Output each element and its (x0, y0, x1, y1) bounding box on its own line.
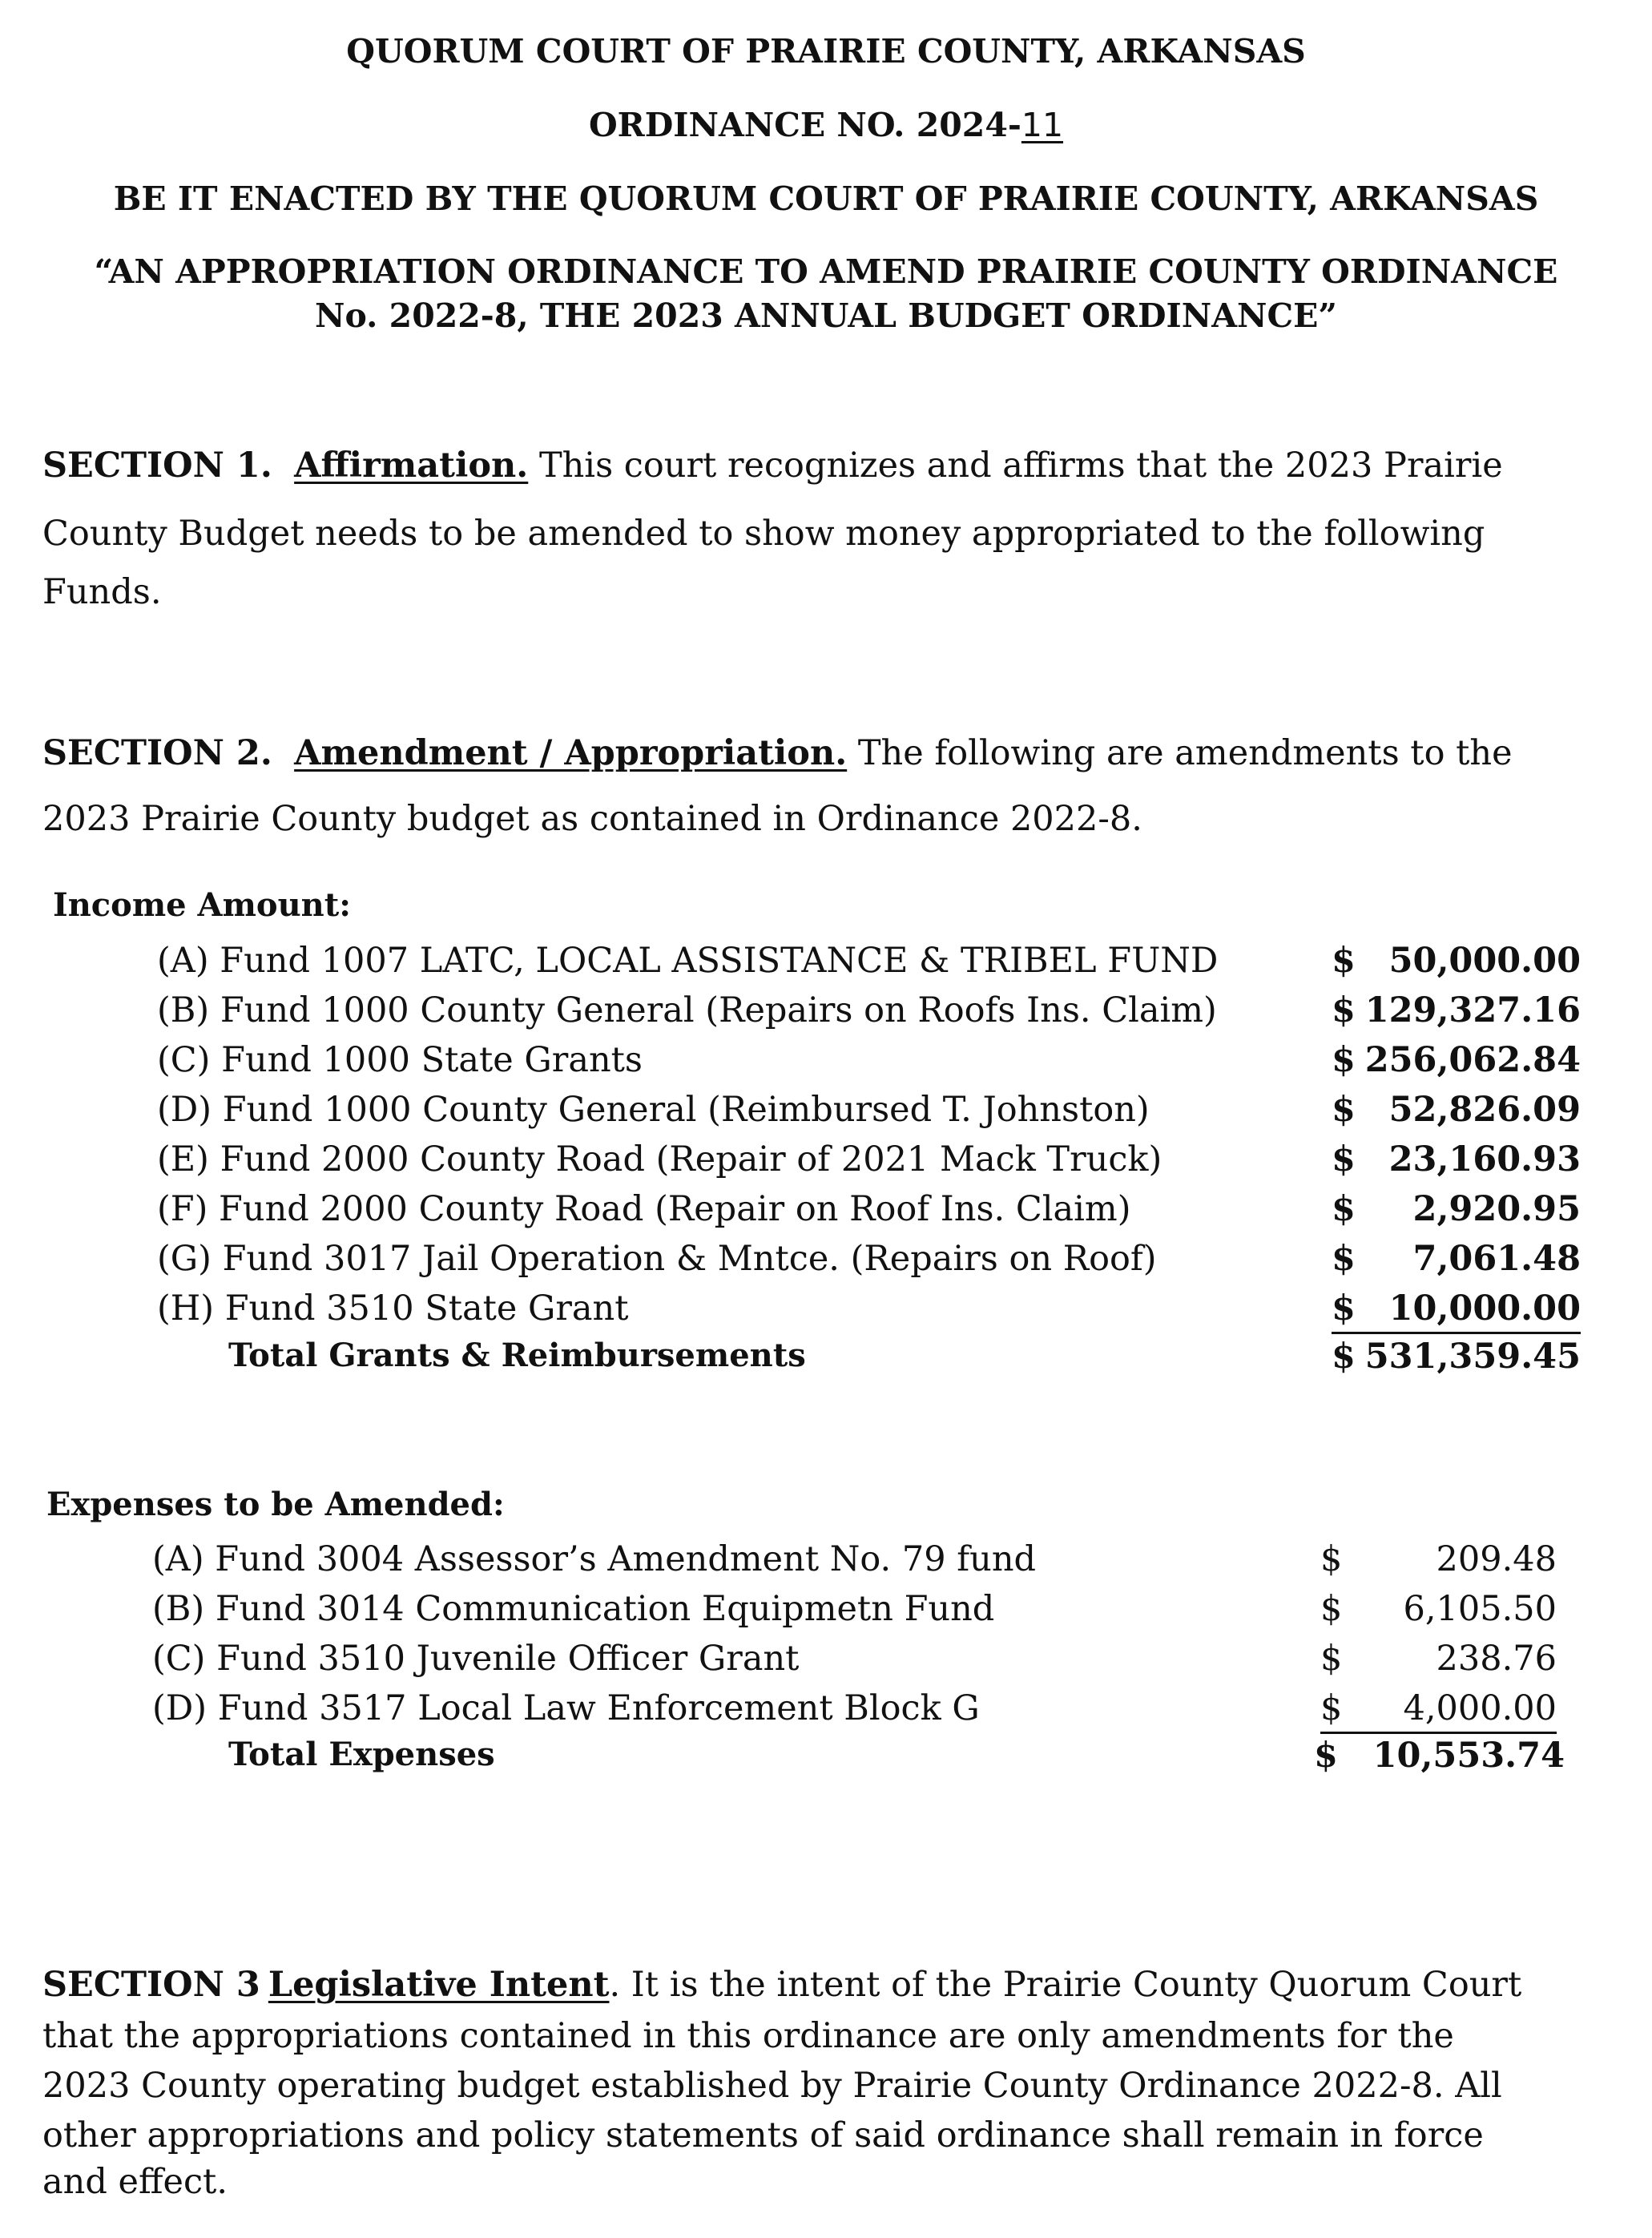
amount-value: 6,105.50 (1403, 1589, 1557, 1629)
currency-symbol: $ (1320, 1688, 1343, 1728)
amount-value: 23,160.93 (1388, 1139, 1581, 1179)
income-item-amount (1332, 990, 1581, 1030)
expenses-item-label: (D) Fund 3517 Local Law Enforcement Block G (152, 1688, 980, 1728)
section3-line-2: that the appropriations contained in this ordinance are only amendments for the (42, 2016, 1454, 2056)
currency-symbol: $ (1320, 1539, 1343, 1579)
currency-symbol: $ (1332, 990, 1356, 1030)
section3-heading: Legislative Intent (268, 1965, 610, 2005)
income-item-label: (G) Fund 3017 Jail Operation & Mntce. (Repairs on Roof) (157, 1239, 1157, 1279)
income-item-label: (E) Fund 2000 County Road (Repair of 2021 Mack Truck) (157, 1139, 1162, 1179)
income-item-amount (1332, 1139, 1581, 1179)
income-total-label: Total Grants & Reimbursements (228, 1337, 806, 1374)
currency-symbol: $ (1332, 1288, 1356, 1329)
currency-symbol: $ (1332, 1040, 1356, 1080)
currency-symbol: $ (1332, 1239, 1356, 1279)
amount-value: 129,327.16 (1364, 990, 1581, 1030)
income-item-amount (1332, 1040, 1581, 1080)
section2-line-2: 2023 Prairie County budget as contained in Ordinance 2022-8. (42, 799, 1142, 839)
section3-line-3: 2023 County operating budget established by Prairie County Ordinance 2022-8. All (42, 2066, 1502, 2106)
section2-heading: Amendment / Appropriation. (294, 733, 848, 773)
currency-symbol: $ (1320, 1589, 1343, 1629)
ordinance-title-line-2: No. 2022-8, THE 2023 ANNUAL BUDGET ORDINANCE” (315, 296, 1337, 335)
income-heading: Income Amount: (53, 886, 351, 924)
income-item-label: (B) Fund 1000 County General (Repairs on Roofs Ins. Claim) (157, 990, 1217, 1030)
section1-line-2: County Budget needs to be amended to show money appropriated to the following (42, 514, 1485, 554)
expenses-heading: Expenses to be Amended: (46, 1486, 505, 1523)
section3-line-4: other appropriations and policy statements of said ordinance shall remain in force (42, 2115, 1484, 2155)
section1-text: This court recognizes and affirms that the 2023 Prairie (538, 446, 1503, 486)
ordinance-handwritten-number: 11 (1021, 106, 1064, 144)
section1-line-3: Funds. (42, 572, 162, 612)
section1-line-1 (42, 446, 1503, 486)
expenses-item-label: (A) Fund 3004 Assessor’s Amendment No. 79 fund (152, 1539, 1037, 1579)
income-item-amount (1332, 1090, 1581, 1130)
amount-value: 256,062.84 (1364, 1040, 1581, 1080)
amount-value: 4,000.00 (1403, 1688, 1557, 1728)
section3-line-1 (42, 1965, 1522, 2005)
amount-value: 238.76 (1436, 1639, 1557, 1679)
income-item-amount (1332, 1239, 1581, 1279)
currency-symbol: $ (1332, 1090, 1356, 1130)
amount-value: 10,000.00 (1388, 1288, 1581, 1329)
income-total-amount: $ 531,359.45 (1332, 1337, 1581, 1377)
court-title: QUORUM COURT OF PRAIRIE COUNTY, ARKANSAS (346, 32, 1306, 71)
section1-heading: Affirmation. (294, 446, 529, 486)
currency-symbol: $ (1320, 1639, 1343, 1679)
amount-value: 50,000.00 (1388, 941, 1581, 981)
amount-value: 209.48 (1436, 1539, 1557, 1579)
currency-symbol: $ (1332, 1139, 1356, 1179)
section3-text: . It is the intent of the Prairie County Quorum Court (609, 1965, 1522, 2005)
income-item-label: (C) Fund 1000 State Grants (157, 1040, 643, 1080)
section3-line-5: and effect. (42, 2162, 228, 2202)
income-item-label: (F) Fund 2000 County Road (Repair on Roof Ins. Claim) (157, 1189, 1131, 1229)
currency-symbol: $ (1332, 941, 1356, 981)
enacting-clause: BE IT ENACTED BY THE QUORUM COURT OF PRAIRIE COUNTY, ARKANSAS (113, 179, 1539, 218)
section3-label: SECTION 3 (42, 1965, 260, 2005)
section2-label: SECTION 2. (42, 733, 272, 773)
amount-value: 52,826.09 (1388, 1090, 1581, 1130)
section2-text: The following are amendments to the (857, 733, 1513, 773)
income-item-amount (1332, 1288, 1581, 1334)
ordinance-title-line-1: “AN APPROPRIATION ORDINANCE TO AMEND PRAIRIE COUNTY ORDINANCE (94, 252, 1558, 291)
expenses-item-label: (B) Fund 3014 Communication Equipmetn Fund (152, 1589, 995, 1629)
amount-value: 2,920.95 (1412, 1189, 1581, 1229)
expenses-item-amount (1320, 1539, 1557, 1579)
amount-value: 7,061.48 (1412, 1239, 1581, 1279)
expenses-item-amount (1320, 1589, 1557, 1629)
section2-line-1 (42, 733, 1513, 773)
income-item-label: (H) Fund 3510 State Grant (157, 1288, 629, 1329)
income-item-amount (1332, 941, 1581, 981)
currency-symbol: $ (1332, 1189, 1356, 1229)
section1-label: SECTION 1. (42, 446, 272, 486)
expenses-total-label: Total Expenses (228, 1736, 495, 1773)
income-item-amount (1332, 1189, 1581, 1229)
expenses-item-label: (C) Fund 3510 Juvenile Officer Grant (152, 1639, 800, 1679)
ordinance-prefix: ORDINANCE NO. 2024- (588, 106, 1021, 144)
income-item-label: (D) Fund 1000 County General (Reimbursed T. Johnston) (157, 1090, 1150, 1130)
income-item-label: (A) Fund 1007 LATC, LOCAL ASSISTANCE & TRIBEL FUND (157, 941, 1219, 981)
expenses-item-amount (1320, 1639, 1557, 1679)
expenses-total-amount: $ 10,553.74 (1314, 1736, 1565, 1776)
expenses-item-amount (1320, 1688, 1557, 1734)
ordinance-number (0, 106, 1652, 144)
